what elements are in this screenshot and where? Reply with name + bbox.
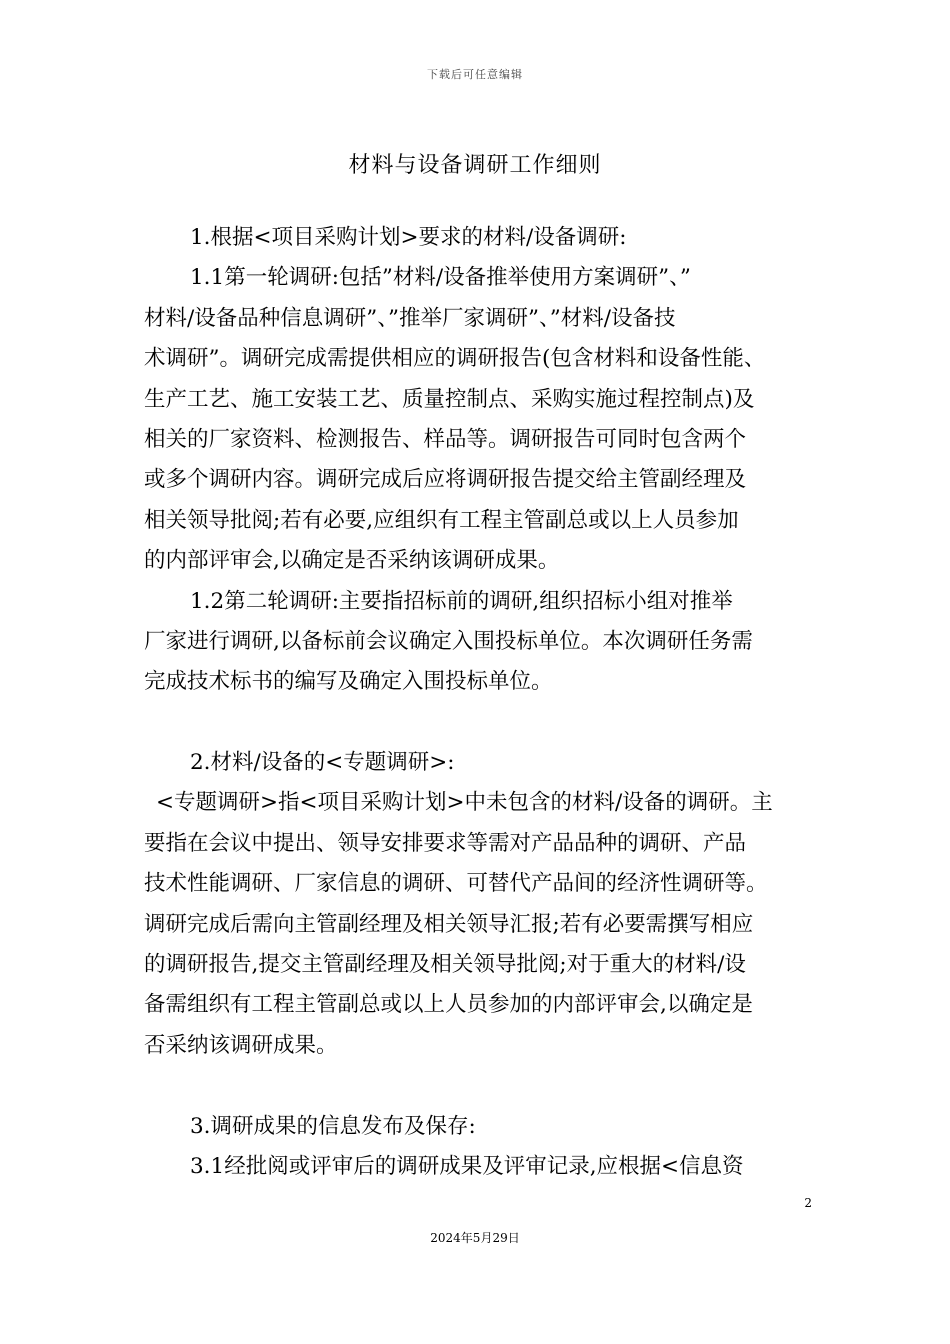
section-heading-3: 3.调研成果的信息发布及保存:	[190, 1113, 476, 1139]
blank-line	[144, 1066, 814, 1106]
paragraph-line: 或多个调研内容。调研完成后应将调研报告提交给主管副经理及	[144, 467, 747, 493]
paragraph-line: 完成技术标书的编写及确定入围投标单位。	[144, 669, 553, 695]
document-body	[144, 218, 814, 1187]
blank-line	[144, 703, 814, 743]
paragraph-line: 1.2第二轮调研:主要指招标前的调研,组织招标小组对推举	[190, 588, 733, 614]
paragraph-line: 调研完成后需向主管副经理及相关领导汇报;若有必要需撰写相应	[144, 911, 754, 937]
paragraph-line: 相关的厂家资料、检测报告、样品等。调研报告可同时包含两个	[144, 426, 747, 452]
document-title: 材料与设备调研工作细则	[348, 153, 602, 178]
paragraph-line: 技术性能调研、厂家信息的调研、可替代产品间的经济性调研等。	[144, 871, 768, 897]
paragraph-line: 3.1经批阅或评审后的调研成果及评审记录,应根据<信息资	[190, 1153, 744, 1179]
paragraph-line: 生产工艺、施工安装工艺、质量控制点、采购实施过程控制点)及	[144, 386, 755, 412]
header-note: 下载后可任意编辑	[427, 68, 523, 81]
paragraph-line: 厂家进行调研,以备标前会议确定入围投标单位。本次调研任务需	[144, 628, 753, 654]
paragraph-line: 的调研报告,提交主管副经理及相关领导批阅;对于重大的材料/设	[144, 952, 746, 978]
page-number: 2	[804, 1196, 812, 1210]
paragraph-line: 1.1第一轮调研:包括”材料/设备推举使用方案调研”、”	[190, 265, 691, 291]
section-heading-1: 1.根据<项目采购计划>要求的材料/设备调研:	[190, 225, 627, 250]
paragraph-line: 备需组织有工程主管副总或以上人员参加的内部评审会,以确定是	[144, 992, 753, 1018]
section-heading-2: 2.材料/设备的<专题调研>:	[190, 750, 455, 776]
paragraph-line: <专题调研>指<项目采购计划>中未包含的材料/设备的调研。主	[156, 790, 773, 816]
paragraph-line: 否采纳该调研成果。	[144, 1032, 338, 1058]
paragraph-line: 材料/设备品种信息调研”、”推举厂家调研”、”材料/设备技	[144, 305, 676, 331]
paragraph-line: 的内部评审会,以确定是否采纳该调研成果。	[144, 548, 560, 574]
paragraph-line: 术调研”。调研完成需提供相应的调研报告(包含材料和设备性能、	[144, 346, 766, 372]
paragraph-line: 要指在会议中提出、领导安排要求等需对产品品种的调研、产品	[144, 830, 747, 856]
paragraph-line: 相关领导批阅;若有必要,应组织有工程主管副总或以上人员参加	[144, 507, 739, 533]
footer-date: 2024年5月29日	[430, 1231, 520, 1245]
